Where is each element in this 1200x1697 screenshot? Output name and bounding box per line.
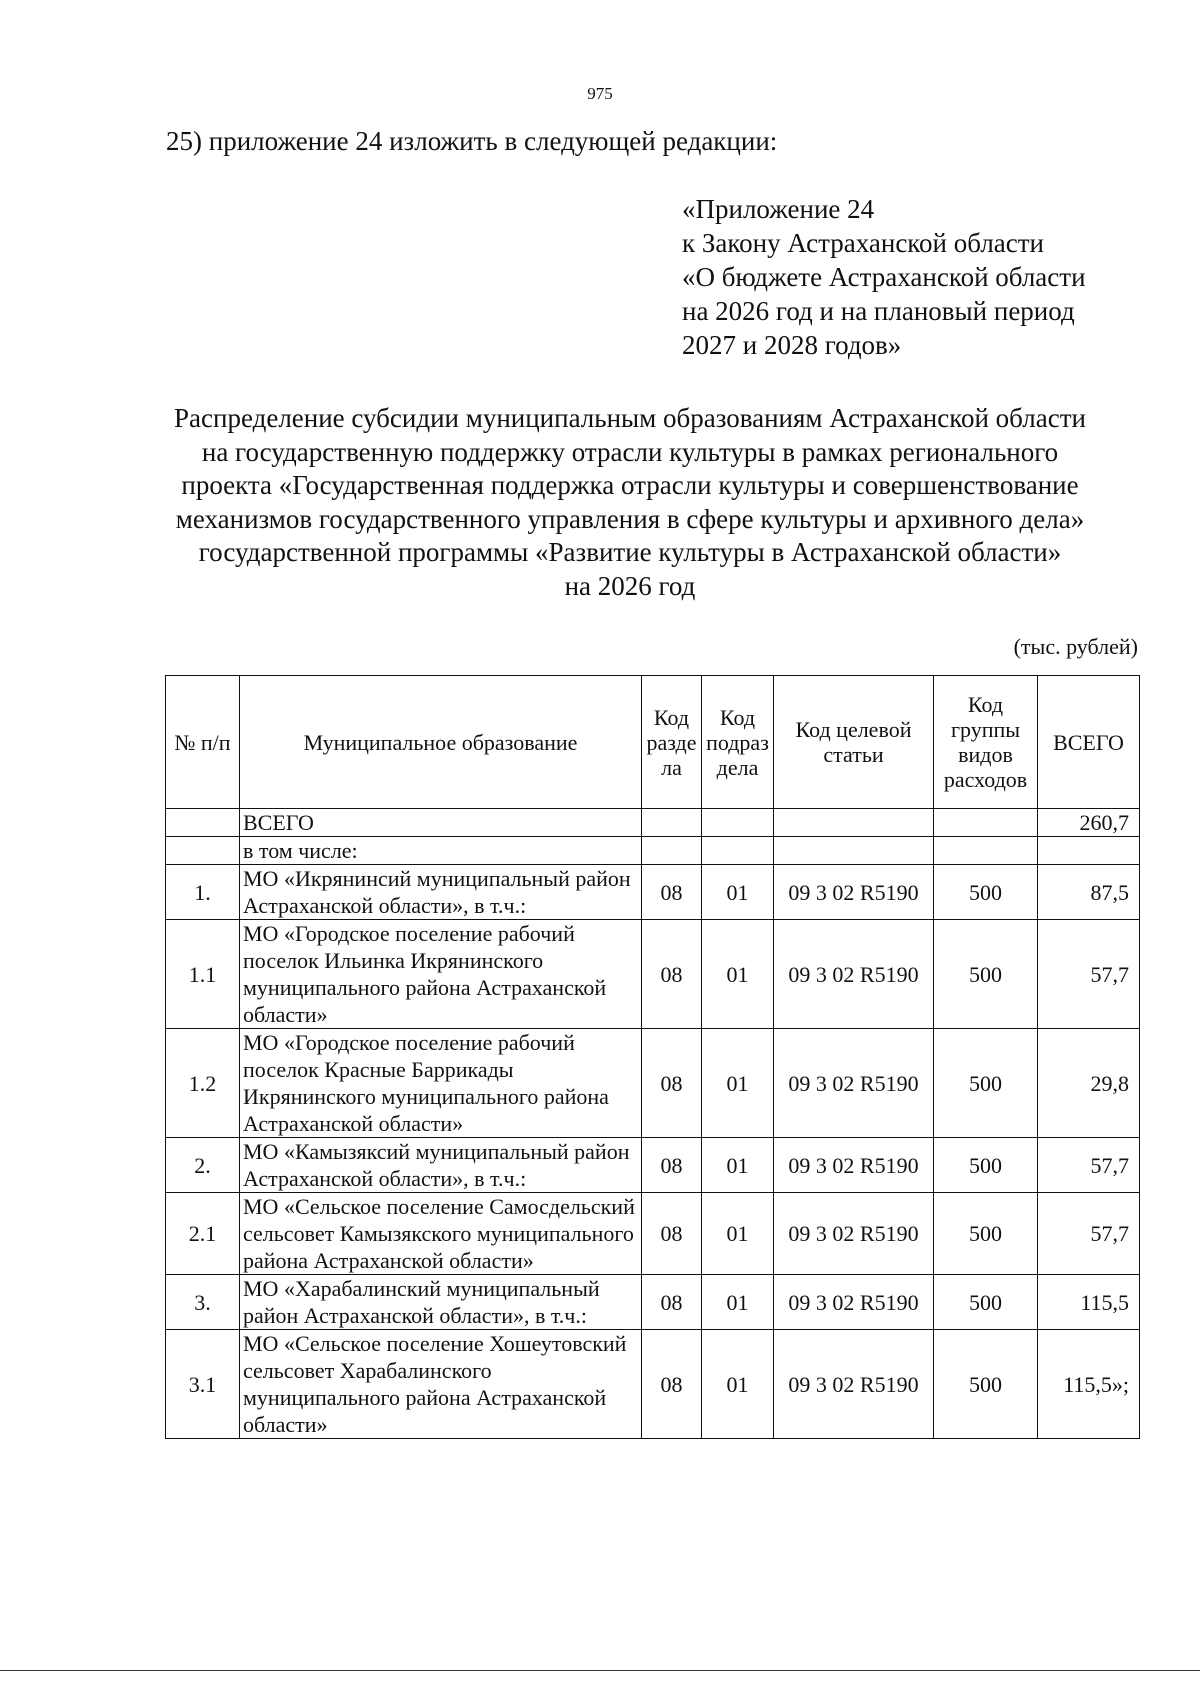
cell-name: ВСЕГО (240, 809, 642, 837)
subsidy-table (165, 675, 1140, 1439)
cell-num: 2. (166, 1138, 240, 1193)
table-header-row (166, 676, 1140, 809)
cell-num: 2.1 (166, 1193, 240, 1275)
page-number: 975 (587, 84, 613, 103)
cell-group: 500 (934, 1193, 1038, 1275)
cell-section (642, 837, 702, 865)
cell-target: 09 3 02 R5190 (774, 920, 934, 1029)
cell-subsection: 01 (702, 1029, 774, 1138)
cell-section: 08 (642, 1138, 702, 1193)
appendix-line: к Закону Астраханской области (682, 228, 1045, 258)
table-row (166, 865, 1140, 920)
amendment-instruction: 25) приложение 24 изложить в следующей редакции: (166, 126, 778, 156)
title-line: Распределение субсидии муниципальным образованиям Астраханской области (174, 403, 1086, 433)
cell-num: 1. (166, 865, 240, 920)
cell-total: 57,7 (1038, 920, 1140, 1029)
cell-subsection: 01 (702, 1275, 774, 1330)
total-row (166, 809, 1140, 837)
cell-total: 57,7 (1038, 1138, 1140, 1193)
cell-section: 08 (642, 1275, 702, 1330)
table-row (166, 1275, 1140, 1330)
header-total: ВСЕГО (1038, 676, 1140, 809)
cell-num: 3. (166, 1275, 240, 1330)
header-name: Муниципальное образование (240, 676, 642, 809)
header-target: Код целевой статьи (774, 676, 934, 809)
cell-num: 1.2 (166, 1029, 240, 1138)
cell-target (774, 809, 934, 837)
cell-num: 1.1 (166, 920, 240, 1029)
header-group: Код группы видов расходов (934, 676, 1038, 809)
cell-group (934, 809, 1038, 837)
title-line: проекта «Государственная поддержка отрасли культуры и совершенствование (181, 470, 1079, 500)
document-title (130, 402, 1130, 603)
header-num: № п/п (166, 676, 240, 809)
appendix-line: на 2026 год и на плановый период (682, 296, 1075, 326)
cell-total (1038, 837, 1140, 865)
cell-name: МО «Камызяксий муниципальный район Астраханской области», в т.ч.: (240, 1138, 642, 1193)
cell-group: 500 (934, 1029, 1038, 1138)
including-row (166, 837, 1140, 865)
cell-section: 08 (642, 1193, 702, 1275)
cell-name: МО «Городское поселение рабочий поселок Ильинка Икрянинского муниципального района Астраханской области» (240, 920, 642, 1029)
cell-subsection (702, 837, 774, 865)
cell-name: МО «Городское поселение рабочий поселок Красные Баррикады Икрянинского муниципального района Астраханской области» (240, 1029, 642, 1138)
header-section: Код разде ла (642, 676, 702, 809)
cell-name: МО «Икрянинсий муниципальный район Астраханской области», в т.ч.: (240, 865, 642, 920)
cell-target: 09 3 02 R5190 (774, 1330, 934, 1439)
cell-name: МО «Сельское поселение Самосдельский сельсовет Камызякского муниципального района Астраханской области» (240, 1193, 642, 1275)
units-label: (тыс. рублей) (1013, 634, 1138, 659)
cell-target: 09 3 02 R5190 (774, 1138, 934, 1193)
cell-subsection (702, 809, 774, 837)
cell-num (166, 809, 240, 837)
cell-section (642, 809, 702, 837)
cell-total: 87,5 (1038, 865, 1140, 920)
cell-target: 09 3 02 R5190 (774, 865, 934, 920)
bottom-divider (0, 1670, 1200, 1671)
cell-name: МО «Харабалинский муниципальный район Астраханской области», в т.ч.: (240, 1275, 642, 1330)
cell-group: 500 (934, 1330, 1038, 1439)
appendix-header (682, 192, 1086, 362)
cell-subsection: 01 (702, 920, 774, 1029)
cell-group: 500 (934, 865, 1038, 920)
title-line: на 2026 год (564, 570, 696, 601)
table-row (166, 1193, 1140, 1275)
cell-target: 09 3 02 R5190 (774, 1275, 934, 1330)
cell-subsection: 01 (702, 1193, 774, 1275)
cell-group: 500 (934, 1275, 1038, 1330)
cell-total: 260,7 (1038, 809, 1140, 837)
cell-name: МО «Сельское поселение Хошеутовский сельсовет Харабалинского муниципального района Астраханской области» (240, 1330, 642, 1439)
cell-total: 57,7 (1038, 1193, 1140, 1275)
table-row (166, 1029, 1140, 1138)
cell-group: 500 (934, 1138, 1038, 1193)
cell-total: 29,8 (1038, 1029, 1140, 1138)
cell-subsection: 01 (702, 1330, 774, 1439)
table-row (166, 1138, 1140, 1193)
cell-subsection: 01 (702, 865, 774, 920)
cell-subsection: 01 (702, 1138, 774, 1193)
cell-group (934, 837, 1038, 865)
title-line: механизмов государственного управления в сфере культуры и архивного дела» (175, 503, 1085, 534)
cell-name: в том числе: (240, 837, 642, 865)
cell-group: 500 (934, 920, 1038, 1029)
title-line: на государственную поддержку отрасли культуры в рамках регионального (201, 436, 1059, 467)
cell-section: 08 (642, 1029, 702, 1138)
cell-total: 115,5 (1038, 1275, 1140, 1330)
cell-target (774, 837, 934, 865)
appendix-line: «О бюджете Астраханской области (682, 262, 1086, 292)
cell-section: 08 (642, 920, 702, 1029)
header-subsection: Код подраз дела (702, 676, 774, 809)
table-row (166, 920, 1140, 1029)
cell-target: 09 3 02 R5190 (774, 1029, 934, 1138)
cell-num (166, 837, 240, 865)
cell-num: 3.1 (166, 1330, 240, 1439)
cell-target: 09 3 02 R5190 (774, 1193, 934, 1275)
cell-section: 08 (642, 1330, 702, 1439)
table-row (166, 1330, 1140, 1439)
cell-section: 08 (642, 865, 702, 920)
appendix-line: 2027 и 2028 годов» (682, 330, 902, 360)
cell-total: 115,5»; (1038, 1330, 1140, 1439)
title-line: государственной программы «Развитие культуры в Астраханской области» (198, 537, 1062, 567)
appendix-line: «Приложение 24 (682, 194, 875, 224)
